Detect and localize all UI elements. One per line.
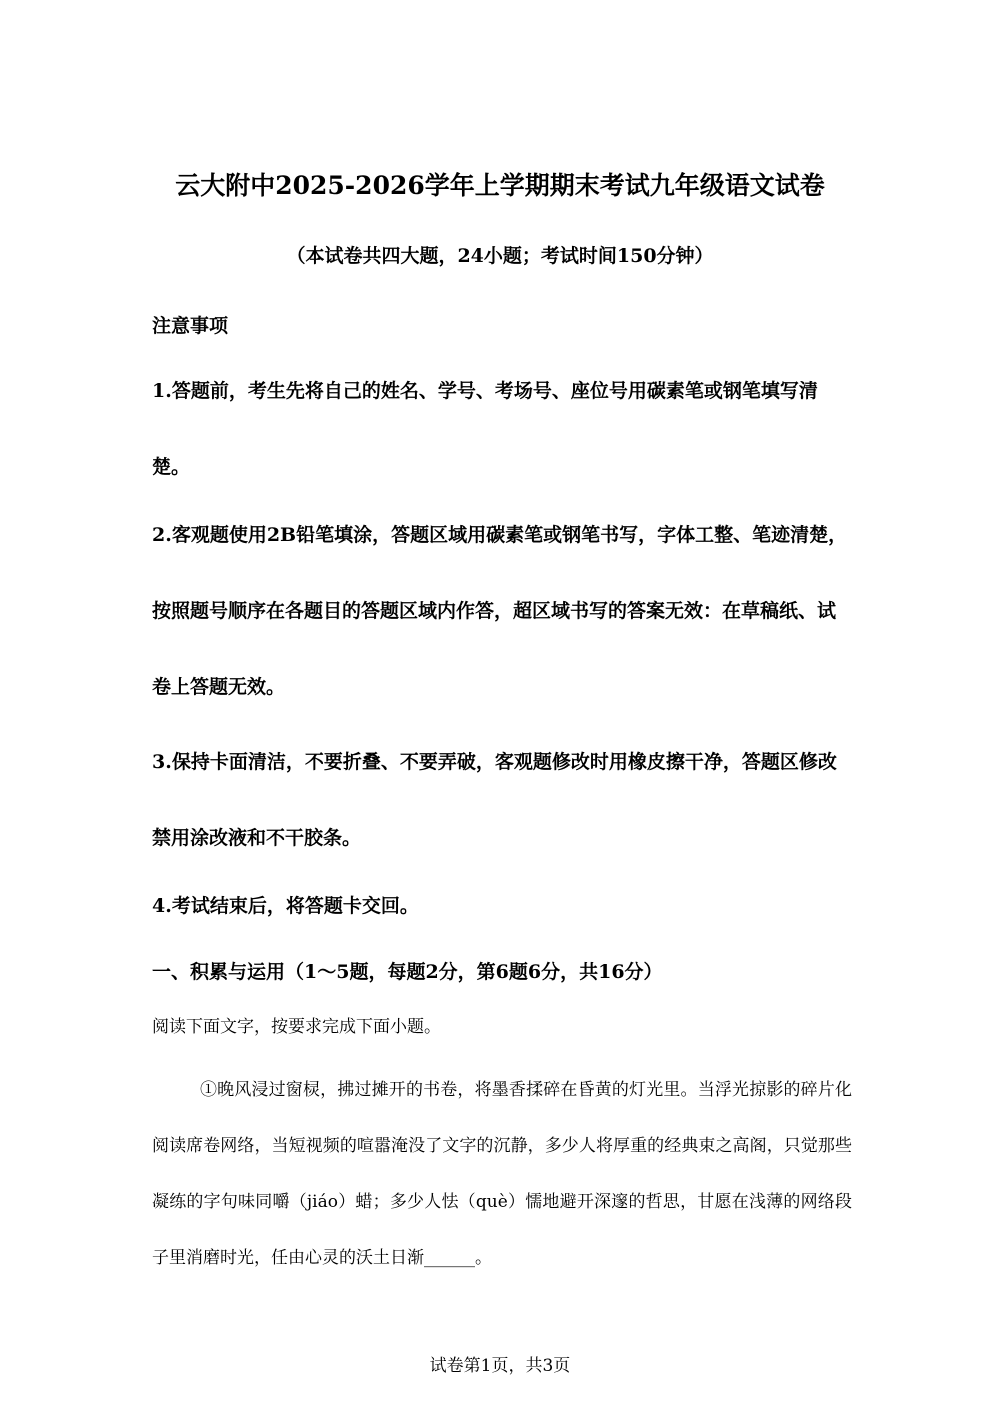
notice-item-4: 4.考试结束后，将答题卡交回。 [152, 895, 419, 917]
notice-item-2: 2.客观题使用2B铅笔填涂，答题区域用碳素笔或钢笔书写，字体工整、笔迹清楚，按照题号顺序在各题目的答题区域内作答，超区域书写的答案无效：在草稿纸、试卷上答题无效。 [152, 524, 848, 698]
exam-subtitle: （本试卷共四大题，24小题；考试时间150分钟） [286, 245, 714, 267]
section-1-heading: 一、积累与运用（1～5题，每题2分，第6题6分，共16分） [152, 961, 663, 983]
notice-item-3: 3.保持卡面清洁，不要折叠、不要弄破，客观题修改时用橡皮擦干净，答题区修改禁用涂改液和不干胶条。 [152, 751, 837, 849]
page-footer: 试卷第1页，共3页 [429, 1356, 571, 1376]
exam-title: 云大附中2025-2026学年上学期期末考试九年级语文试卷 [175, 171, 825, 200]
reading-passage: ①晚风浸过窗棂，拂过摊开的书卷，将墨香揉碎在昏黄的灯光里。当浮光掠影的碎片化阅读席卷网络，当短视频的喧嚣淹没了文字的沉静，多少人将厚重的经典束之高阁，只觉那些凝练的字句味同嚼（jiáo）蜡；多少人怯（què）懦地避开深邃的哲思，甘愿在浅薄的网络段子里消磨时光，任由心灵的沃土日渐______。 [152, 1080, 852, 1268]
notice-heading: 注意事项 [152, 315, 229, 337]
section-1-instruction: 阅读下面文字，按要求完成下面小题。 [152, 1017, 441, 1037]
notice-item-1: 1.答题前，考生先将自己的姓名、学号、考场号、座位号用碳素笔或钢笔填写清楚。 [152, 380, 818, 478]
